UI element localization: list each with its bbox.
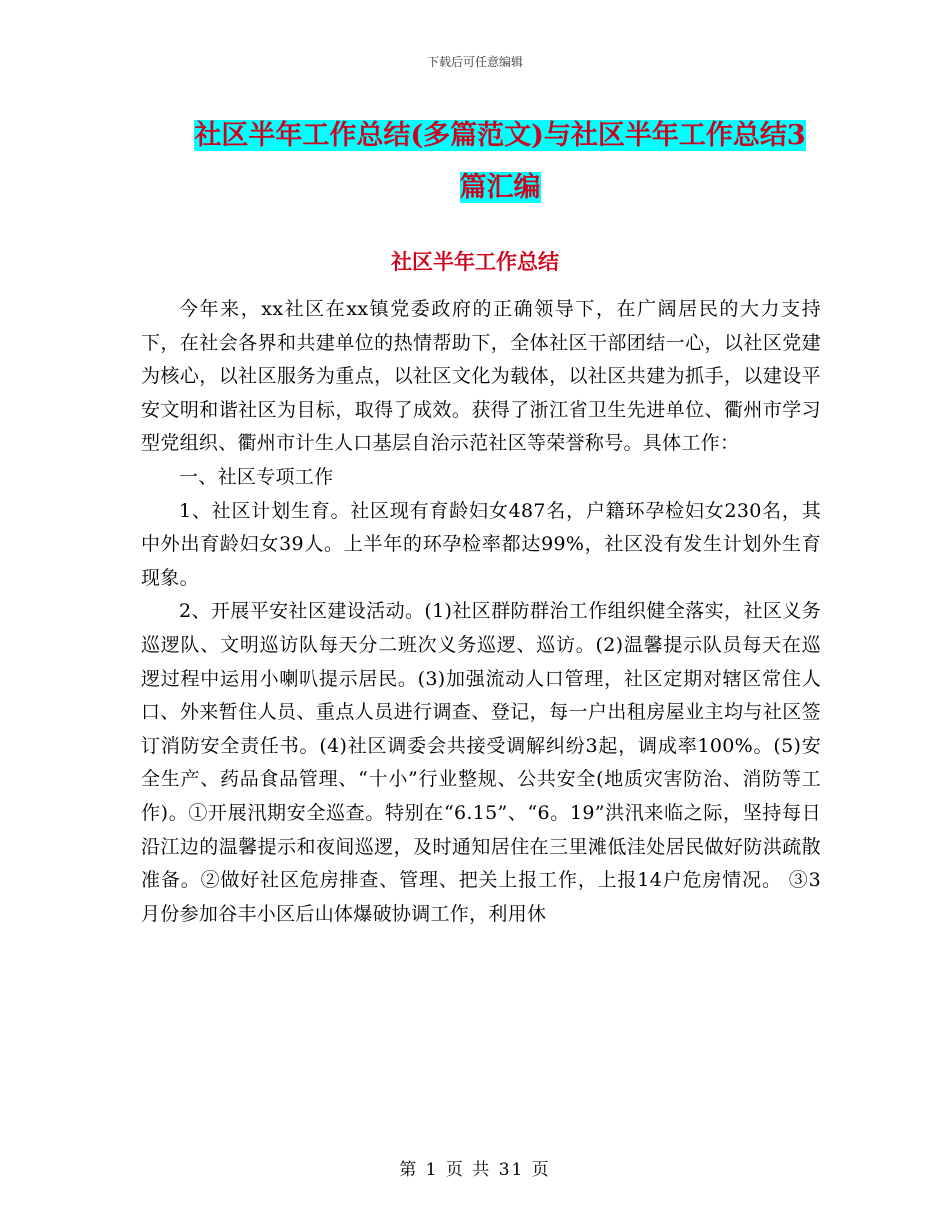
section-title: 社区半年工作总结 xyxy=(391,249,559,274)
document-title xyxy=(190,110,810,214)
page-number: 第 1 页 共 31 页 xyxy=(399,1160,551,1180)
paragraph-safe-community: 2、开展平安社区建设活动。(1)社区群防群治工作组织健全落实，社区义务巡逻队、文明巡访队每天分二班次义务巡逻、巡访。(2)温馨提示队员每天在巡逻过程中运用小喇叭提示居民。(3)加强流动人口管理，社区定期对辖区常住人口、外来暂住人员、重点人员进行调查、登记，每一户出租房屋业主均与社区签订消防安全责任书。(4)社区调委会共接受调解纠纷3起，调成率100%。(5)安全生产、药品食品管理、“十小”行业整规、公共安全(地质灾害防治、消防等工作)。①开展汛期安全巡查。特别在“6.15”、“6。19”洪汛来临之际，坚持每日沿江边的温馨提示和夜间巡逻，及时通知居住在三里滩低洼处居民做好防洪疏散准备。②做好社区危房排查、管理、把关上报工作，上报14户危房情况。 ③3月份参加谷丰小区后山体爆破协调工作，利用休 xyxy=(141,600,821,925)
paragraph-family-planning: 1、社区计划生育。社区现有育龄妇女487名，户籍环孕检妇女230名，其中外出育龄妇女39人。上半年的环孕检率都达99%，社区没有发生计划外生育现象。 xyxy=(141,499,821,589)
document-title-text: 社区半年工作总结(多篇范文)与社区半年工作总结3篇汇编 xyxy=(194,120,806,203)
paragraph-intro: 今年来，xx社区在xx镇党委政府的正确领导下，在广阔居民的大力支持下，在社会各界和共建单位的热情帮助下，全体社区干部团结一心，以社区党建为核心，以社区服务为重点，以社区文化为载体，以社区共建为抓手，以建设平安文明和谐社区为目标，取得了成效。获得了浙江省卫生先进单位、衢州市学习型党组织、衢州市计生人口基层自治示范社区等荣誉称号。具体工作： xyxy=(141,298,821,455)
header-note: 下载后可任意编辑 xyxy=(426,55,523,69)
paragraph-heading-special-work: 一、社区专项工作 xyxy=(179,465,334,488)
document-body xyxy=(141,293,821,931)
